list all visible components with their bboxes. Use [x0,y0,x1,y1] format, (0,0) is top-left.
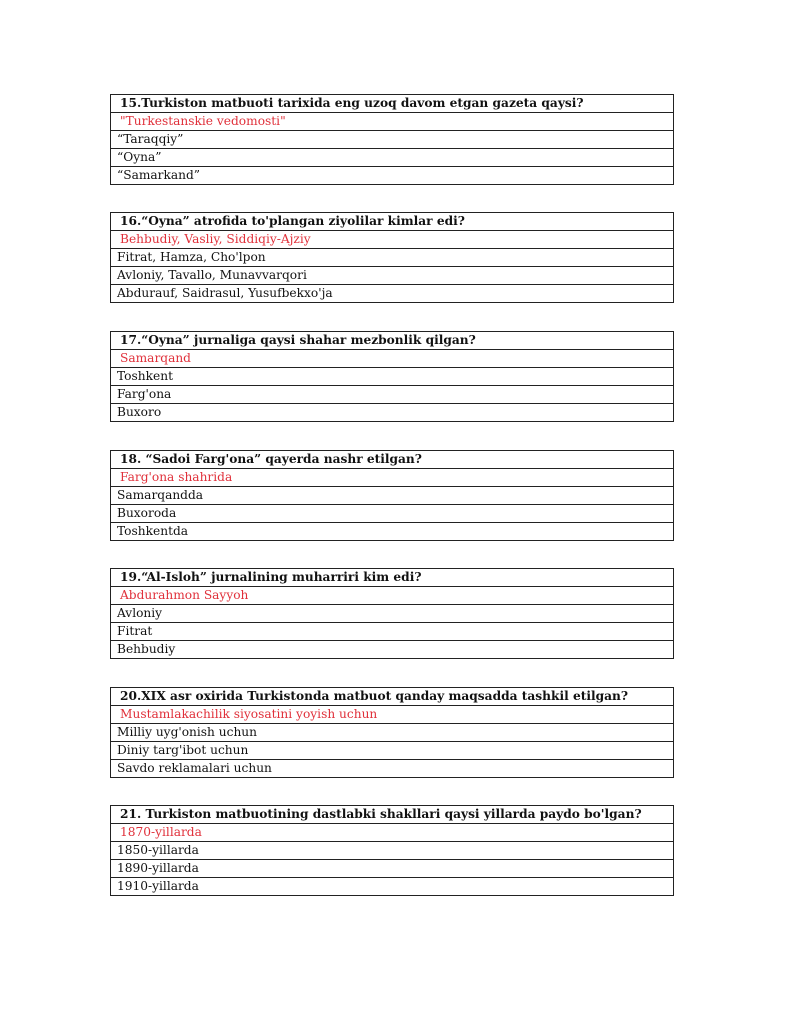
question-block-19 [110,568,674,659]
answer-option: 1910-yillarda [117,879,199,893]
correct-answer: 1870-yillarda [111,824,673,842]
answer-option: Milliy uyg'onish uchun [111,724,673,742]
question-block-21 [110,805,674,896]
correct-answer: Behbudiy, Vasliy, Siddiqiy-Ajziy [111,231,673,249]
question-text: 20.XIX asr oxirida Turkistonda matbuot qanday maqsadda tashkil etilgan? [111,688,673,706]
answer-option: Fitrat [111,623,673,641]
answer-option: Fitrat, Hamza, Cho'lpon [111,249,673,267]
question-text: 17.“Oyna” jurnaliga qaysi shahar mezbonlik qilgan? [111,332,673,350]
answer-option: “Samarkand” [117,168,201,182]
question-text: 19.“Al-Isloh” jurnalining muharriri kim edi? [111,569,673,587]
question-block-20 [110,687,674,778]
answer-option: 1850-yillarda [111,842,673,860]
answer-option: “Oyna” [111,149,673,167]
question-block-18 [110,450,674,541]
question-text: 16.“Oyna” atrofida to'plangan ziyolilar kimlar edi? [111,213,673,231]
correct-answer: Mustamlakachilik siyosatini yoyish uchun [111,706,673,724]
answer-option: Samarqandda [111,487,673,505]
correct-answer: "Turkestanskie vedomosti" [111,113,673,131]
answer-option: Savdo reklamalari uchun [117,761,272,775]
answer-option: Avloniy [111,605,673,623]
correct-answer: Abdurahmon Sayyoh [111,587,673,605]
answer-option: Avloniy, Tavallo, Munavvarqori [111,267,673,285]
question-text: 21. Turkiston matbuotining dastlabki shakllari qaysi yillarda paydo bo'lgan? [111,806,673,824]
answer-option: Behbudiy [117,642,176,656]
question-block-15 [110,94,674,185]
answer-option: 1890-yillarda [111,860,673,878]
question-block-16 [110,212,674,303]
answer-option: Toshkent [111,368,673,386]
answer-option: Diniy targ'ibot uchun [111,742,673,760]
answer-option: “Taraqqiy” [111,131,673,149]
answer-option: Toshkentda [117,524,189,538]
question-text: 15.Turkiston matbuoti tarixida eng uzoq davom etgan gazeta qaysi? [111,95,673,113]
answer-option: Farg'ona [111,386,673,404]
answer-option: Buxoroda [111,505,673,523]
answer-option: Buxoro [117,405,162,419]
correct-answer: Farg'ona shahrida [111,469,673,487]
answer-option: Abdurauf, Saidrasul, Yusufbekxo'ja [117,286,333,300]
correct-answer: Samarqand [111,350,673,368]
question-block-17 [110,331,674,422]
question-text: 18. “Sadoi Farg'ona” qayerda nashr etilgan? [111,451,673,469]
